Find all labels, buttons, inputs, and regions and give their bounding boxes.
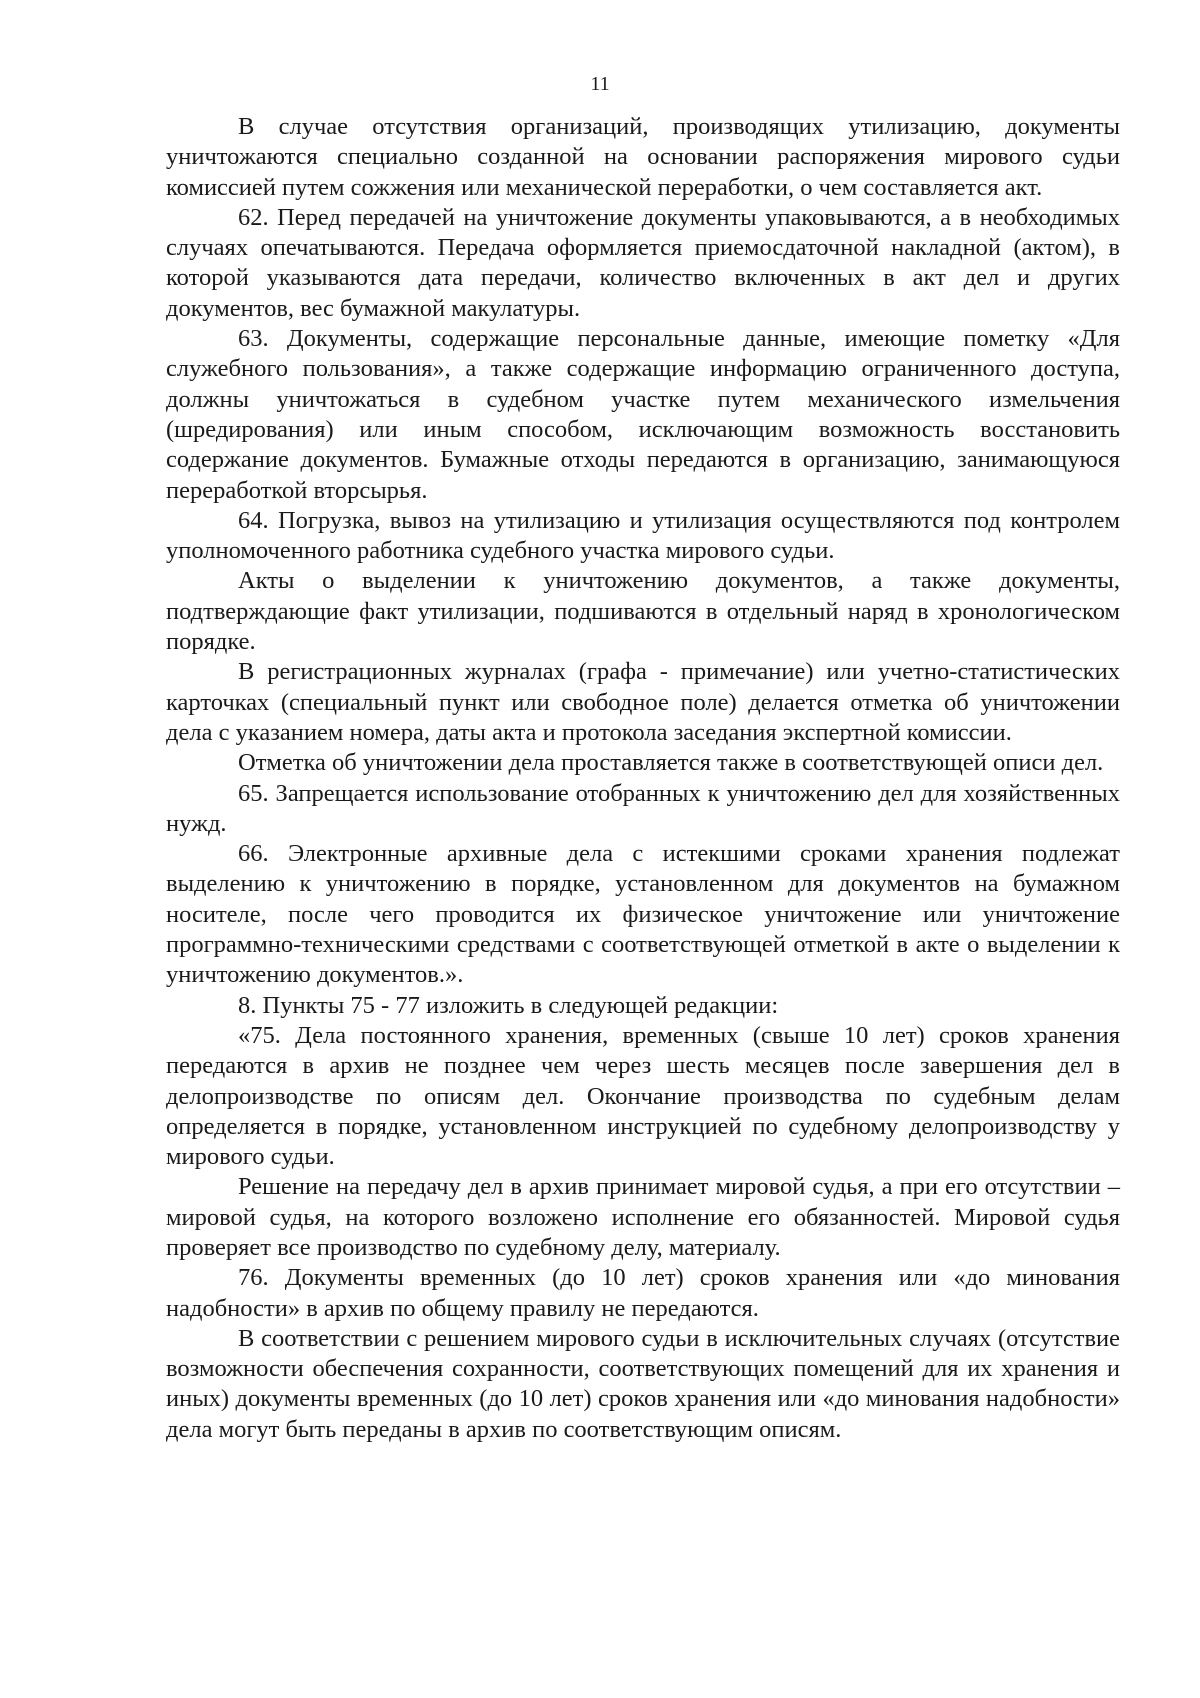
paragraph-64: 64. Погрузка, вывоз на утилизацию и утилизация осуществляются под контролем уполномоченного работника судебного участка мирового судьи. [166,506,1120,565]
paragraph-62: 62. Перед передачей на уничтожение документы упаковываются, а в необходимых случаях опечатываются. Передача оформляется приемосдаточной накладной (актом), в которой указываются дата передачи, количество включенных в акт дел и других документов, вес бумажной макулатуры. [166,203,1120,322]
paragraph-destruction-commission: В случае отсутствия организаций, производящих утилизацию, документы уничтожаются специально созданной на основании распоряжения мирового судьи комиссией путем сожжения или механической переработки, о чем составляется акт. [166,113,1120,201]
paragraph-75: «75. Дела постоянного хранения, временных (свыше 10 лет) сроков хранения передаются в архив не позднее чем через шесть месяцев после завершения дел в делопроизводстве по описям дел. Окончание производства по судебным делам определяется в порядке, установленном инструкцией по судебному делопроизводству у мирового судьи. [166,1021,1120,1171]
paragraph-65: 65. Запрещается использование отобранных к уничтожению дел для хозяйственных нужд. [166,779,1120,837]
paragraph-registration-journals: В регистрационных журналах (графа - примечание) или учетно-статистических карточках (специальный пункт или свободное поле) делается отметка об уничтожении дела с указанием номера, даты акта и протокола заседания экспертной комиссии. [166,658,1120,746]
paragraph-inventory-mark: Отметка об уничтожении дела проставляется также в соответствующей описи дел. [238,749,1104,777]
paragraph-63: 63. Документы, содержащие персональные данные, имеющие пометку «Для служебного пользования», а также содержащие информацию ограниченного доступа, должны уничтожаться в судебном участке путем механического измельчения (шредирования) или иным способом, исключающим возможность восстановить содержание документов. Бумажные отходы передаются в организацию, занимающуюся переработкой вторсырья. [166,325,1120,504]
paragraph-archive-decision: Решение на передачу дел в архив принимает мировой судья, а при его отсутствии – мировой судья, на которого возложено исполнение его обязанностей. Мировой судья проверяет все производство по судебному делу, материалу. [166,1173,1120,1261]
paragraph-66: 66. Электронные архивные дела с истекшими сроками хранения подлежат выделению к уничтожению в порядке, установленном для документов на бумажном носителе, после чего проводится их физическое уничтожение или уничтожение программно-техническими средствами с соответствующей отметкой в акте о выделении к уничтожению документов.». [166,840,1120,989]
page-number: 11 [590,73,610,95]
document-body [166,112,1120,1445]
paragraph-acts-filing: Акты о выделении к уничтожению документов, а также документы, подтверждающие факт утилизации, подшиваются в отдельный наряд в хронологическом порядке. [166,567,1120,656]
paragraph-exceptional-cases: В соответствии с решением мирового судьи в исключительных случаях (отсутствие возможности обеспечения сохранности, соответствующих помещений для их хранения и иных) документы временных (до 10 лет) сроков хранения или «до минования надобности» дела могут быть переданы в архив по соответствующим описям. [166,1324,1120,1443]
paragraph-76: 76. Документы временных (до 10 лет) сроков хранения или «до минования надобности» в архив по общему правилу не передаются. [166,1264,1120,1322]
paragraph-amendment-8: 8. Пункты 75 - 77 изложить в следующей редакции: [238,991,779,1019]
